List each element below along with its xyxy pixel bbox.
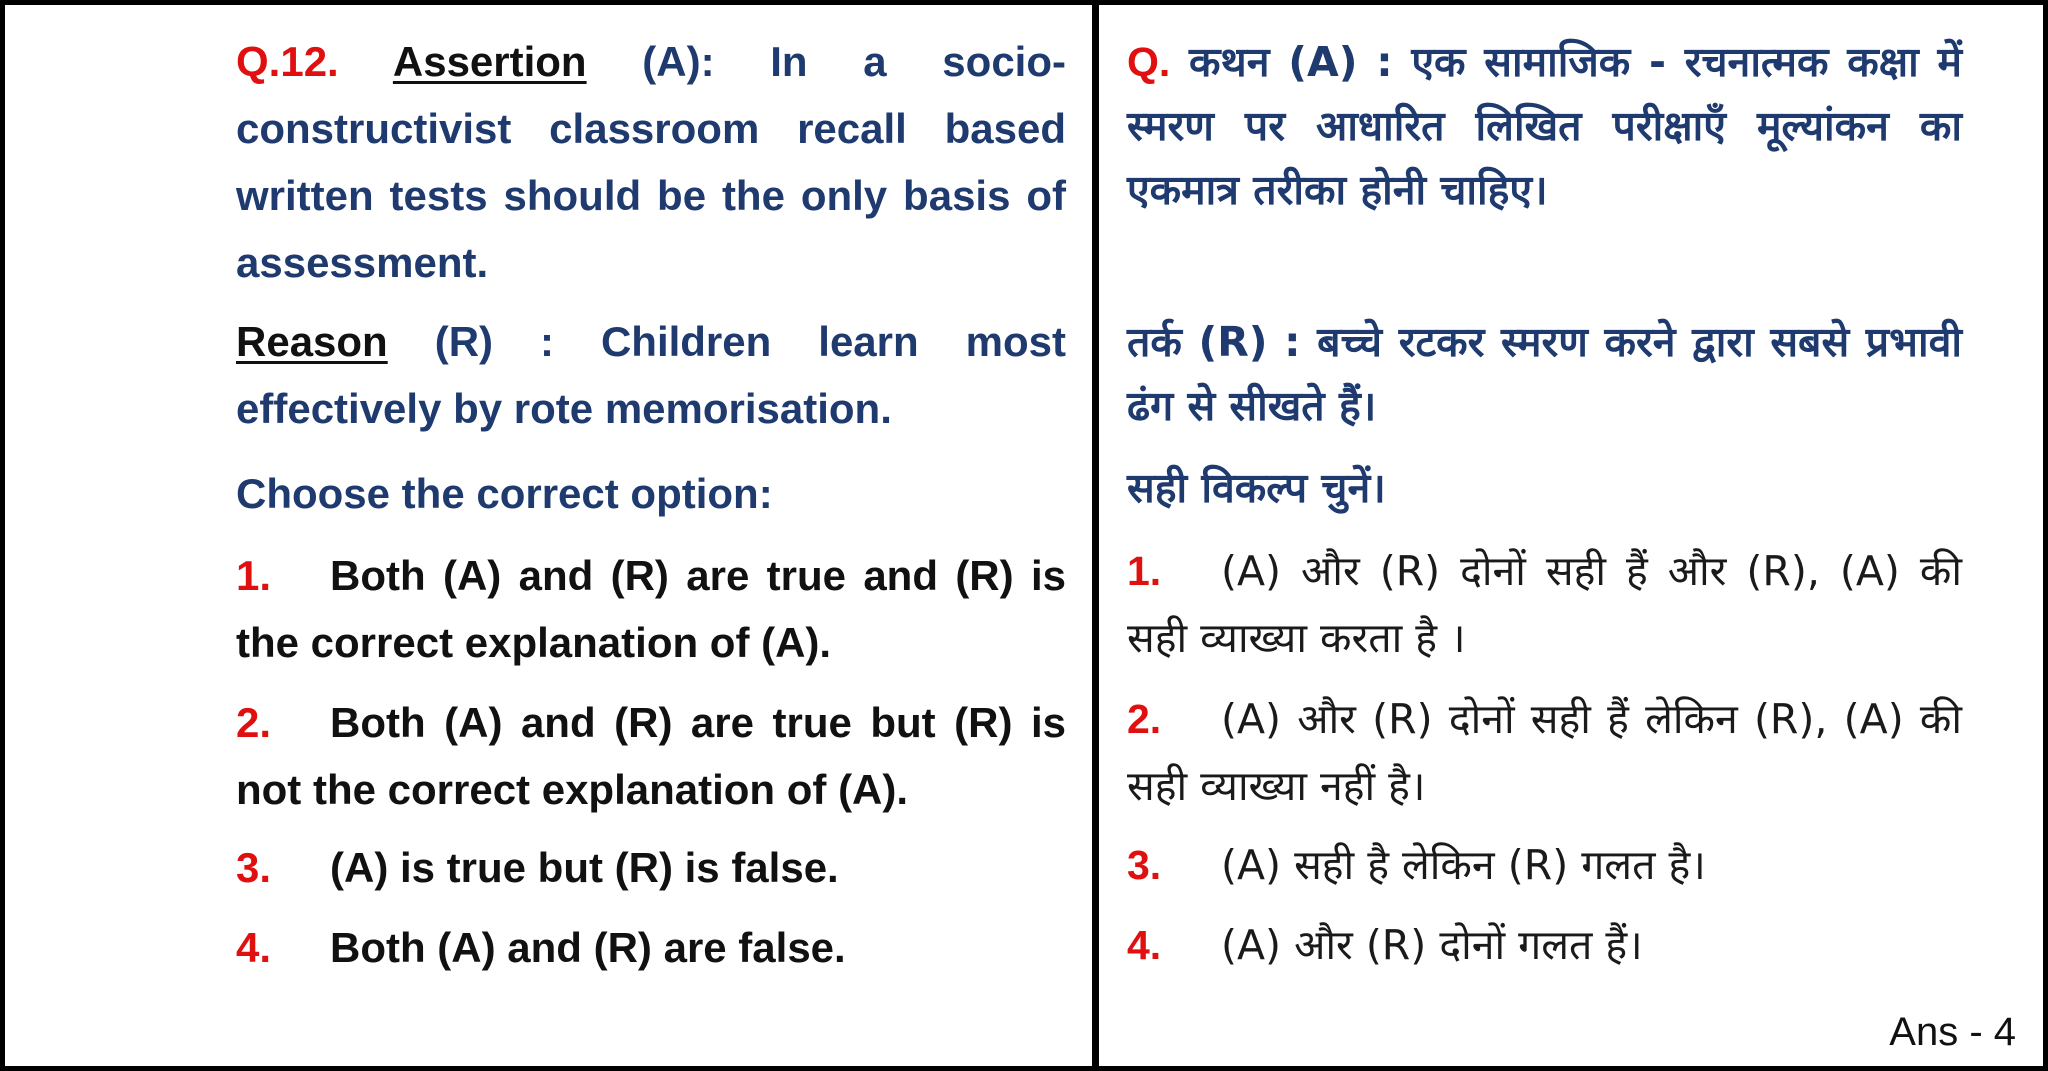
option-text: Both (A) and (R) are true but (R) is not the correct explanation of (A). <box>236 699 1066 813</box>
hindi-option-2 <box>1127 686 1962 820</box>
option-number-hi: 4. <box>1127 922 1162 968</box>
option-number: 4. <box>236 924 272 971</box>
hindi-option-4 <box>1127 912 1962 979</box>
question-number: Q.12. <box>236 38 339 85</box>
hindi-option-3 <box>1127 832 1962 899</box>
column-divider <box>1092 0 1099 1071</box>
option-number: 1. <box>236 552 272 599</box>
hindi-reason: तर्क (R) : बच्चे रटकर स्मरण करने द्वारा सबसे प्रभावी ढंग से सीखते हैं। <box>1127 318 1962 430</box>
option-number-hi: 2. <box>1127 696 1162 742</box>
assertion-text-hi: कथन (A) : एक सामाजिक - रचनात्मक कक्षा में स्मरण पर आधारित लिखित परीक्षाएँ मूल्यांकन का एकमात्र तरीका होनी चाहिए। <box>1127 38 1962 214</box>
hindi-option-1 <box>1127 538 1962 672</box>
hindi-assertion <box>1127 30 1962 222</box>
option-number-hi: 3. <box>1127 842 1162 888</box>
assertion-text: (A): In a socio-constructivist classroom recall based written tests should be the only basis of assessment. <box>236 38 1066 286</box>
option-text-hi: (A) और (R) दोनों सही हैं और (R), (A) की सही व्याख्या करता है । <box>1127 547 1962 662</box>
english-option-1 <box>236 542 1066 676</box>
english-reason <box>236 308 1066 442</box>
english-assertion <box>236 28 1066 296</box>
hindi-instruction: सही विकल्प चुनें। <box>1127 464 1386 512</box>
option-text-hi: (A) सही है लेकिन (R) गलत है। <box>1221 841 1706 889</box>
option-number: 3. <box>236 844 272 891</box>
option-text-hi: (A) और (R) दोनों सही हैं लेकिन (R), (A) की सही व्याख्या नहीं है। <box>1127 695 1962 810</box>
reason-text: (R) : Children learn most effectively by rote memorisation. <box>236 318 1066 432</box>
answer-label: Ans - 4 <box>1889 1010 2016 1054</box>
option-number: 2. <box>236 699 272 746</box>
reason-label: Reason <box>236 318 388 365</box>
assertion-label: Assertion <box>392 38 587 85</box>
question-number-hi: Q. <box>1127 39 1171 85</box>
option-number-hi: 1. <box>1127 548 1162 594</box>
option-text-hi: (A) और (R) दोनों गलत हैं। <box>1221 921 1643 969</box>
english-option-2 <box>236 689 1066 823</box>
option-text: Both (A) and (R) are true and (R) is the correct explanation of (A). <box>236 552 1066 666</box>
english-option-4 <box>236 914 1066 981</box>
english-instruction: Choose the correct option: <box>236 470 773 517</box>
option-text: Both (A) and (R) are false. <box>330 924 846 971</box>
option-text: (A) is true but (R) is false. <box>330 844 839 891</box>
english-option-3 <box>236 834 1066 901</box>
